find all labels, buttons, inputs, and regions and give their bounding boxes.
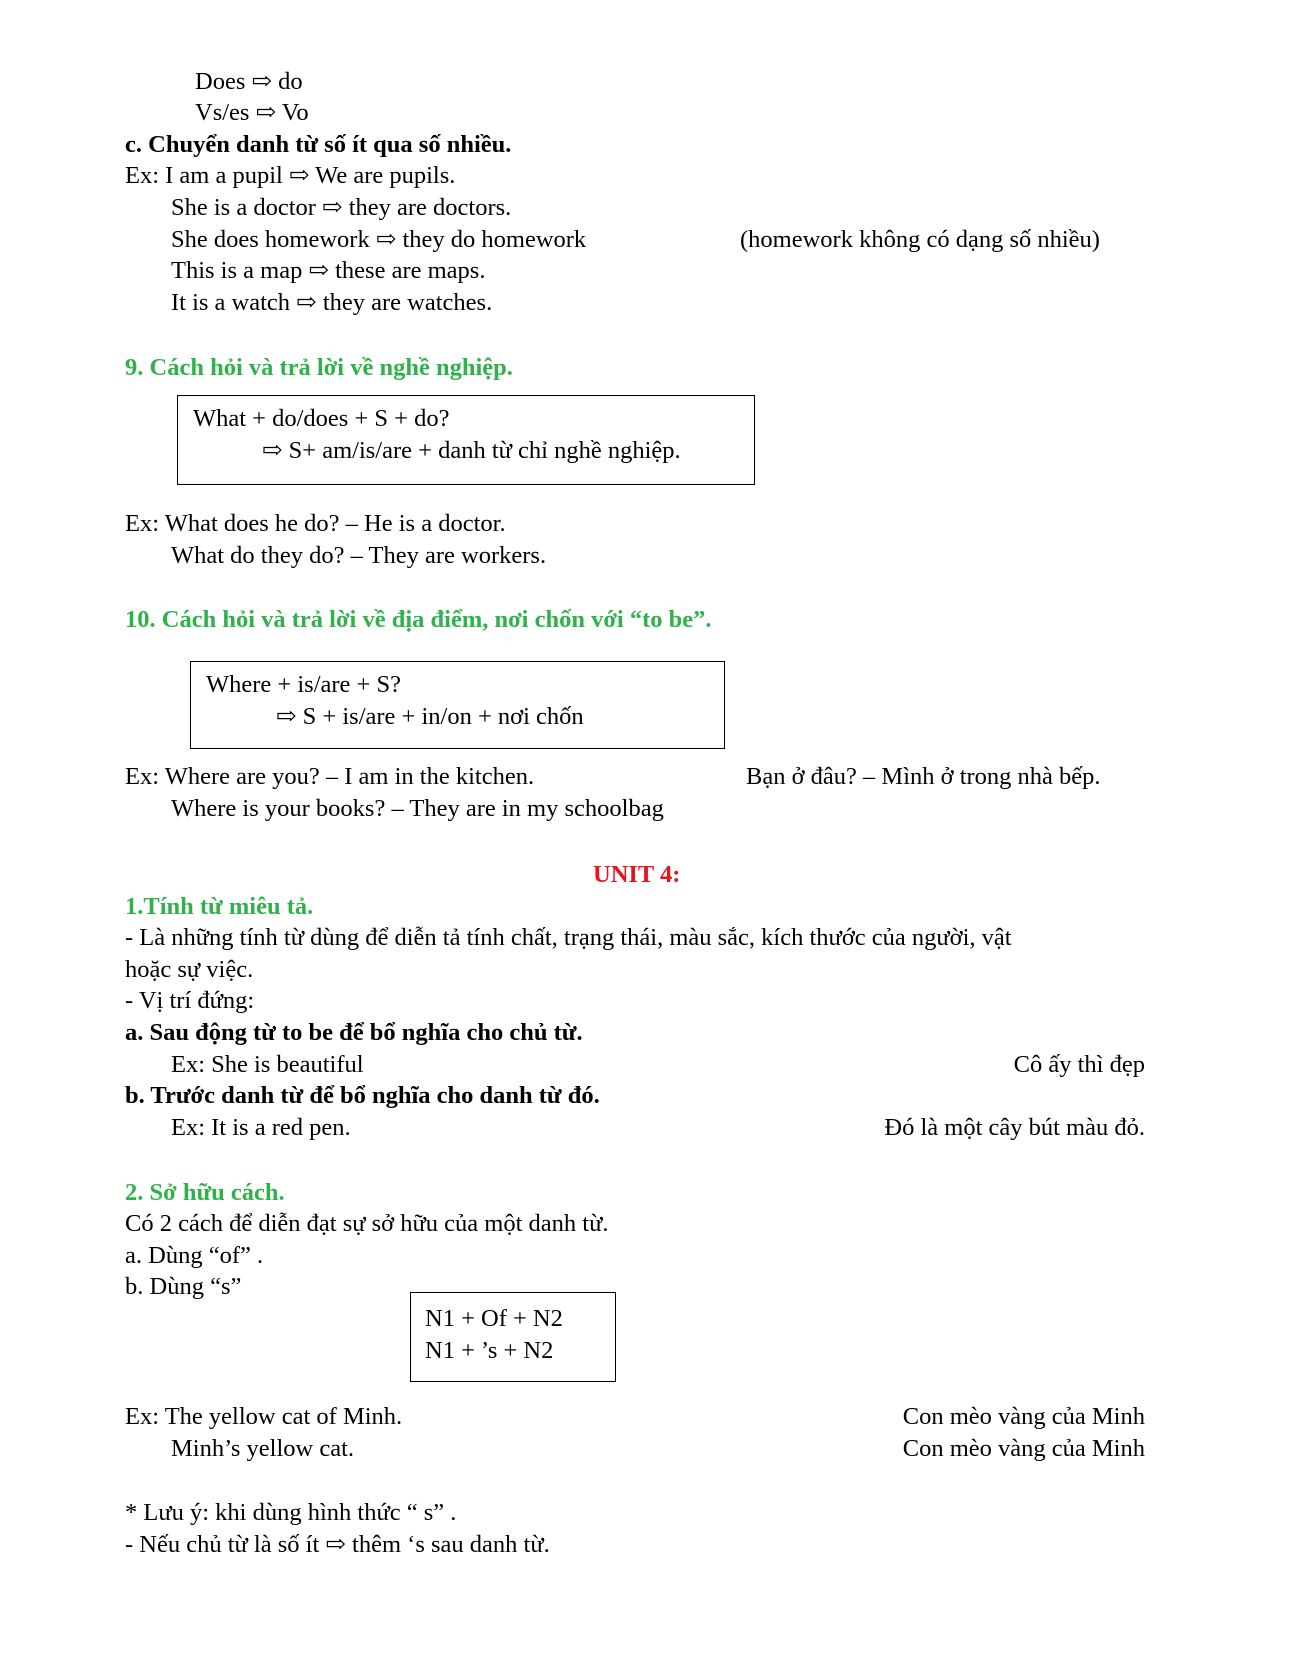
formula-line: ⇨ S + is/are + in/on + nơi chốn [276, 703, 584, 730]
text-line: a. Dùng “of” . [125, 1242, 264, 1269]
unit-title: UNIT 4: [593, 861, 681, 888]
translation-text: Đó là một cây bút màu đỏ. [884, 1114, 1145, 1141]
example-line: Ex: It is a red pen. [171, 1114, 351, 1141]
section-heading: 2. Sở hữu cách. [125, 1179, 285, 1206]
formula-line: What + do/does + S + do? [193, 405, 450, 432]
example-line: This is a map ⇨ these are maps. [171, 257, 486, 284]
formula-line: N1 + ’s + N2 [425, 1337, 554, 1364]
translation-text: Con mèo vàng của Minh [902, 1403, 1145, 1430]
example-line: Ex: I am a pupil ⇨ We are pupils. [125, 162, 456, 189]
subsection-heading: b. Trước danh từ để bổ nghĩa cho danh từ đó. [125, 1082, 600, 1109]
text-line: Vs/es ⇨ Vo [195, 99, 309, 126]
text-line: Does ⇨ do [195, 68, 303, 95]
example-line: She is a doctor ⇨ they are doctors. [171, 194, 512, 221]
example-line: It is a watch ⇨ they are watches. [171, 289, 493, 316]
example-line: Ex: The yellow cat of Minh. [125, 1403, 403, 1430]
translation-text: Con mèo vàng của Minh [902, 1435, 1145, 1462]
translation-text: Bạn ở đâu? – Mình ở trong nhà bếp. [746, 763, 1101, 790]
section-heading: 1.Tính từ miêu tả. [125, 893, 314, 920]
example-line: Ex: What does he do? – He is a doctor. [125, 510, 506, 537]
example-line: What do they do? – They are workers. [171, 542, 547, 569]
note-line: * Lưu ý: khi dùng hình thức “ s” . [125, 1499, 457, 1526]
translation-text: Cô ấy thì đẹp [1013, 1051, 1145, 1078]
formula-line: Where + is/are + S? [206, 671, 401, 698]
text-line: Có 2 cách để diễn đạt sự sở hữu của một danh từ. [125, 1210, 609, 1237]
section-heading: c. Chuyển danh từ số ít qua số nhiều. [125, 131, 512, 158]
section-heading: 9. Cách hỏi và trả lời về nghề nghiệp. [125, 354, 513, 381]
example-line: Ex: She is beautiful [171, 1051, 364, 1078]
note-line: - Nếu chủ từ là số ít ⇨ thêm ‘s sau danh từ. [125, 1531, 550, 1558]
subsection-heading: a. Sau động từ to be để bổ nghĩa cho chủ từ. [125, 1019, 583, 1046]
note-text: (homework không có dạng số nhiều) [740, 226, 1100, 253]
example-line: Minh’s yellow cat. [171, 1435, 355, 1462]
example-line: Where is your books? – They are in my schoolbag [171, 795, 664, 822]
formula-line: N1 + Of + N2 [425, 1305, 563, 1332]
text-line: hoặc sự việc. [125, 956, 254, 983]
section-heading: 10. Cách hỏi và trả lời về địa điểm, nơi chốn với “to be”. [125, 606, 712, 633]
example-line: She does homework ⇨ they do homework [171, 226, 587, 253]
text-line: b. Dùng “s” [125, 1273, 242, 1300]
example-line: Ex: Where are you? – I am in the kitchen. [125, 763, 535, 790]
formula-line: ⇨ S+ am/is/are + danh từ chỉ nghề nghiệp. [262, 437, 681, 464]
text-line: - Vị trí đứng: [125, 987, 255, 1014]
text-line: - Là những tính từ dùng để diễn tả tính chất, trạng thái, màu sắc, kích thước của người, vật [125, 924, 1012, 951]
